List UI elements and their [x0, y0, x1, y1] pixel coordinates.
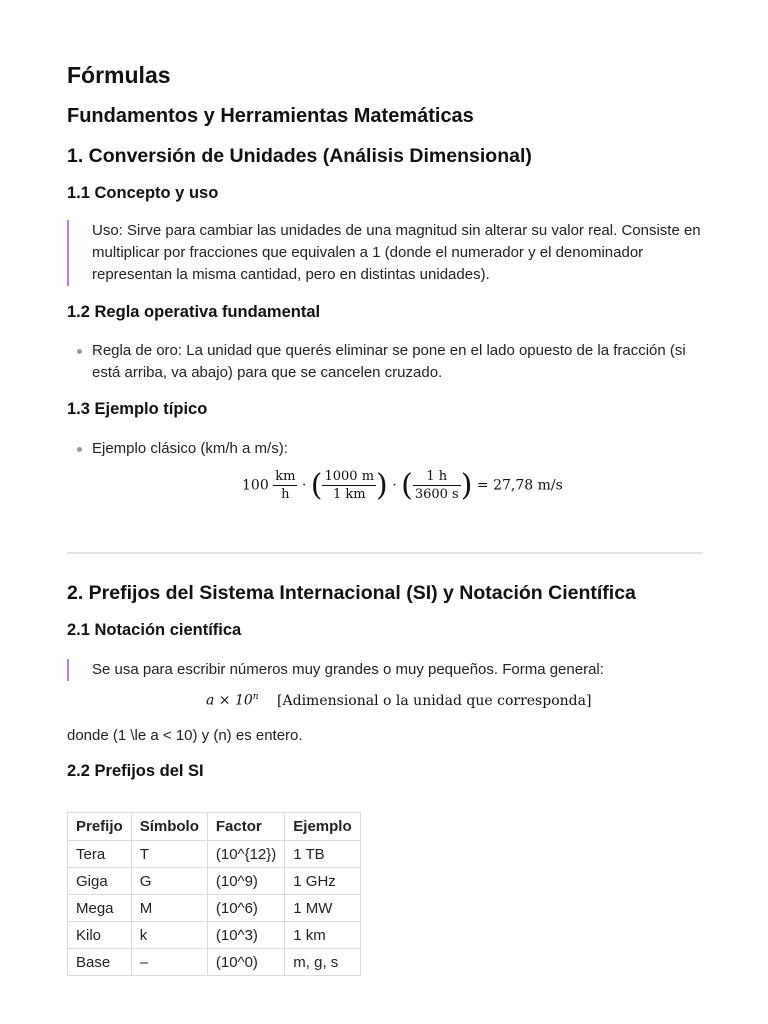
table-cell: 1 GHz — [285, 868, 360, 895]
page-subtitle: Fundamentos y Herramientas Matemáticas — [67, 105, 474, 127]
fraction-km-h-den: h — [281, 487, 290, 502]
si-prefix-table — [67, 812, 361, 976]
section-divider — [67, 552, 703, 554]
close-paren-2: ) — [460, 468, 473, 503]
table-cell: M — [131, 895, 207, 922]
multiply-dot-1: · — [301, 477, 307, 494]
formula-result: = 27,78 m/s — [476, 477, 563, 494]
header-symbol: Símbolo — [131, 813, 207, 841]
formula-a-times-ten: a × 10 — [206, 692, 253, 709]
table-cell: (10^3) — [207, 922, 284, 949]
table-cell: – — [131, 949, 207, 976]
table-cell: k — [131, 922, 207, 949]
table-row — [68, 868, 361, 895]
table-cell: (10^{12}) — [207, 841, 284, 868]
section-2-heading: 2. Prefijos del Sistema Internacional (SI) y Notación Científica — [67, 582, 636, 604]
table-cell: (10^0) — [207, 949, 284, 976]
formula-unit: [Adimensional o la unidad que corresponda] — [277, 692, 592, 709]
table-cell: 1 TB — [285, 841, 360, 868]
fraction-m-km-num: 1000 m — [324, 469, 375, 484]
multiply-dot-2: · — [392, 477, 397, 494]
fraction-h-s — [413, 469, 461, 502]
section-1-3-heading: 1.3 Ejemplo típico — [67, 400, 208, 418]
table-cell: T — [131, 841, 207, 868]
section-2-1-heading: 2.1 Notación científica — [67, 621, 242, 639]
page-title: Fórmulas — [67, 62, 171, 88]
table-row — [68, 895, 361, 922]
table-cell: Tera — [68, 841, 132, 868]
table-row — [68, 841, 361, 868]
scientific-notation-formula — [206, 692, 591, 709]
example-bullet: Ejemplo clásico (km/h a m/s): — [92, 438, 288, 460]
table-cell: Kilo — [68, 922, 132, 949]
table-cell: Mega — [68, 895, 132, 922]
table-cell: Base — [68, 949, 132, 976]
section-2-2-heading: 2.2 Prefijos del SI — [67, 762, 204, 780]
table-row — [68, 949, 361, 976]
header-factor: Factor — [207, 813, 284, 841]
conversion-formula — [242, 468, 563, 503]
formula-value: 100 — [242, 477, 269, 494]
fraction-h-s-den: 3600 s — [414, 487, 459, 502]
fraction-km-h-num: km — [275, 469, 296, 484]
section-1-2-heading: 1.2 Regla operativa fundamental — [67, 303, 321, 321]
fraction-m-km — [322, 469, 376, 502]
table-row — [68, 922, 361, 949]
notation-blockquote: Se usa para escribir números muy grandes o muy pequeños. Forma general: — [67, 659, 604, 681]
table-cell: m, g, s — [285, 949, 360, 976]
notation-note: donde (1 \le a < 10) y (n) es entero. — [67, 727, 303, 744]
open-paren-2: ( — [401, 468, 413, 503]
section-1-1-heading: 1.1 Concepto y uso — [67, 184, 219, 202]
fraction-m-km-den: 1 km — [332, 487, 366, 502]
formula-exponent: n — [252, 692, 259, 702]
header-example: Ejemplo — [285, 813, 360, 841]
header-prefix: Prefijo — [68, 813, 132, 841]
close-paren-1: ) — [376, 468, 388, 503]
fraction-km-h — [273, 469, 297, 502]
table-cell: G — [131, 868, 207, 895]
table-cell: Giga — [68, 868, 132, 895]
fraction-h-s-num: 1 h — [413, 469, 461, 486]
table-header-row — [68, 813, 361, 841]
golden-rule-bullet: Regla de oro: La unidad que querés eliminar se pone en el lado opuesto de la fracción (si está arriba, va abajo) para que se cancelen cruzado. — [92, 340, 692, 384]
table-cell: 1 MW — [285, 895, 360, 922]
table-cell: 1 km — [285, 922, 360, 949]
usage-blockquote: Uso: Sirve para cambiar las unidades de una magnitud sin alterar su valor real. Consiste en multiplicar por fracciones que equivalen a 1 (donde el numerador y el denominador representan la misma cantidad, pero en distintas unidades). — [67, 220, 702, 286]
table-cell: (10^6) — [207, 895, 284, 922]
section-1-heading: 1. Conversión de Unidades (Análisis Dimensional) — [67, 145, 532, 167]
open-paren-1: ( — [310, 468, 323, 503]
table-cell: (10^9) — [207, 868, 284, 895]
